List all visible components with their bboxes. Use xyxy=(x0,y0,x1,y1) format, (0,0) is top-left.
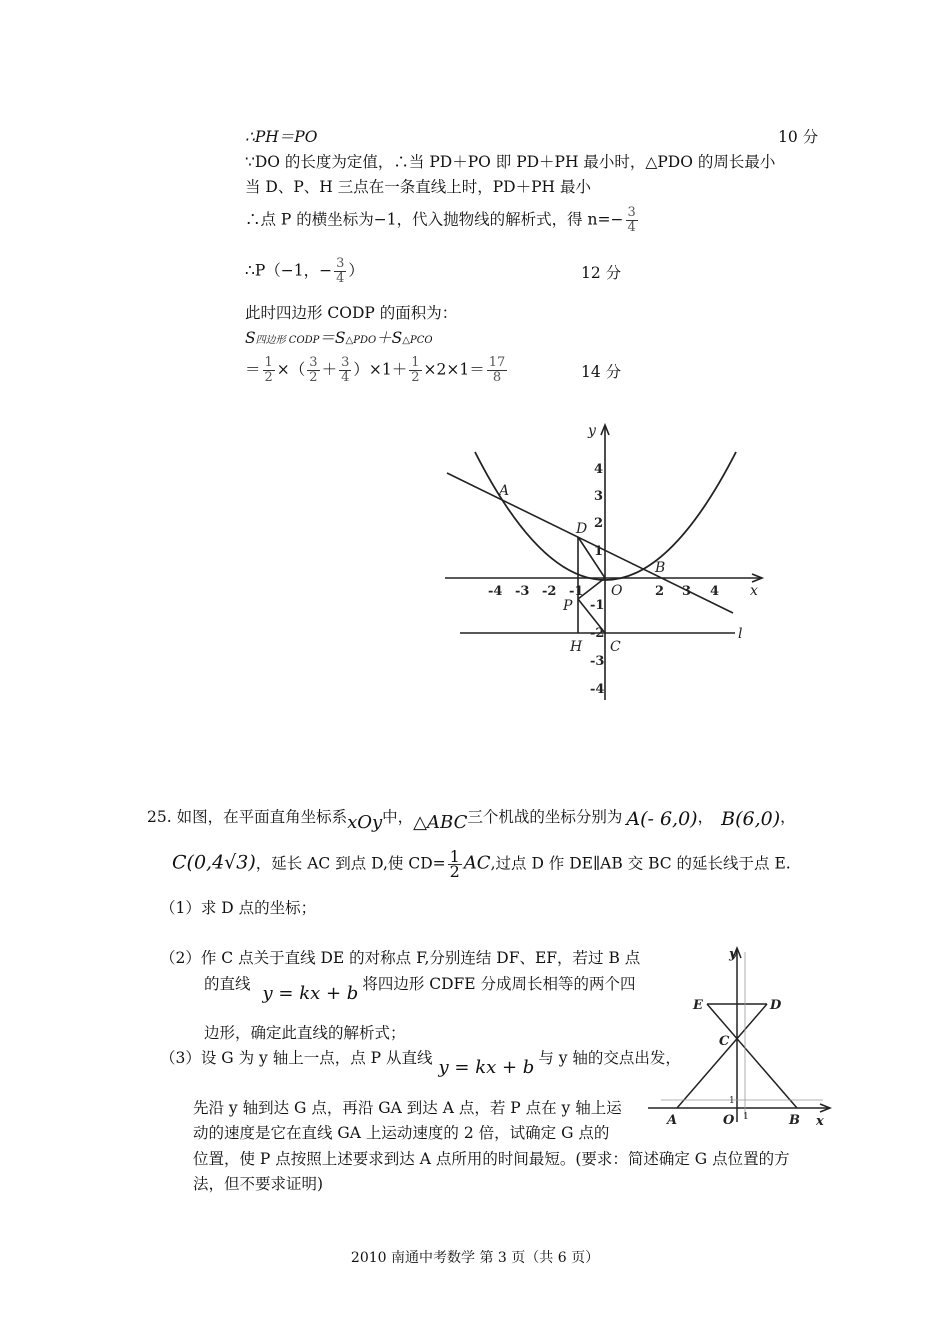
page-footer: 2010 南通中考数学 第 3 页（共 6 页） xyxy=(350,1250,600,1266)
tick-y-neg2: -2 xyxy=(590,626,605,641)
question-3-line-4: 位置，使 P 点按照上述要求到达 A 点所用的时间最短。(要求：简述确定 G 点位置的方 xyxy=(193,1150,790,1168)
text: 与 y 轴的交点出发， xyxy=(538,1049,681,1067)
text: 的直线 xyxy=(204,975,251,993)
text: 三个机战的坐标分别为 xyxy=(467,808,623,826)
fraction-denominator: 4 xyxy=(336,271,345,286)
tick-y-neg4: -4 xyxy=(590,682,605,697)
point-label-H: H xyxy=(570,639,583,655)
fraction-denominator: 2 xyxy=(309,370,318,385)
fraction-denominator: 4 xyxy=(627,220,636,235)
point-label-A: A xyxy=(499,483,510,499)
fraction xyxy=(263,356,275,385)
solution-line-2: ∵DO 的长度为定值，∴当 PD＋PO 即 PD＋PH 最小时，△PDO 的周长最小 xyxy=(245,153,776,171)
fraction-numerator: 3 xyxy=(341,355,350,370)
text: ）×1＋ xyxy=(353,360,408,379)
fraction xyxy=(448,847,462,881)
tick-y-1: 1 xyxy=(594,544,604,559)
text: 中， xyxy=(382,808,414,826)
text: ×2×1＝ xyxy=(423,360,485,379)
segment-AD xyxy=(677,1004,767,1108)
fraction-denominator: 2 xyxy=(411,370,420,385)
axis-label-x: x xyxy=(750,583,758,599)
fraction-numerator: 3 xyxy=(336,256,345,271)
question-2-line-3: 边形，确定此直线的解析式； xyxy=(204,1024,406,1042)
fraction xyxy=(334,257,346,286)
text: （3）设 G 为 y 轴上一点，点 P 从直线 xyxy=(160,1049,433,1067)
fraction-numerator: 3 xyxy=(309,355,318,370)
fraction-denominator: 8 xyxy=(492,370,502,385)
equals: ＝ xyxy=(245,360,261,379)
solution-line-1: ∴PH＝PO xyxy=(245,128,318,146)
solution-line-5-a: ∴P（−1，− xyxy=(245,261,333,280)
problem25-line-2 xyxy=(172,847,791,881)
fraction-denominator: 4 xyxy=(341,370,350,385)
math-xoy: xOy xyxy=(347,812,383,833)
axis-label-x: x xyxy=(816,1114,824,1129)
tick-x-4: 4 xyxy=(710,584,720,599)
question-3-line-5: 法，但不要求证明) xyxy=(193,1175,324,1193)
figure-parabola xyxy=(430,415,770,715)
tick-y-4: 4 xyxy=(594,462,604,477)
math-triangle: △ABC xyxy=(413,812,468,833)
point-label-B: B xyxy=(789,1113,800,1128)
fraction-numerator: 3 xyxy=(627,205,636,220)
solution-line-8 xyxy=(245,356,509,385)
fraction-numerator: 1 xyxy=(411,355,420,370)
math-line-eq: y = kx + b xyxy=(438,1057,535,1078)
tick-y-3: 3 xyxy=(594,489,604,504)
solution-line-5 xyxy=(245,257,364,286)
segment-BE xyxy=(707,1004,797,1108)
tick-x-neg2: -2 xyxy=(542,584,557,599)
fraction xyxy=(626,206,638,235)
math-point-A: A(- 6,0) xyxy=(626,808,698,830)
subscript: △PCO xyxy=(402,335,433,346)
question-3-line-1 xyxy=(160,1048,681,1078)
axis-label-y: y xyxy=(588,423,596,439)
line-label-l: l xyxy=(738,626,743,642)
tick-y-1: 1 xyxy=(729,1096,735,1106)
fraction xyxy=(307,356,319,385)
subscript: 四边形 CODP xyxy=(255,335,320,346)
fraction-numerator: 1 xyxy=(264,355,273,370)
equals-S: ＝S xyxy=(319,329,346,347)
point-label-E: E xyxy=(693,998,703,1013)
math-point-B: B(6,0) xyxy=(721,808,781,830)
solution-line-4 xyxy=(245,206,640,235)
tick-x-neg3: -3 xyxy=(515,584,530,599)
solution-line-5-b: ） xyxy=(348,261,364,280)
tick-y-neg1: -1 xyxy=(590,598,605,613)
text: 将四边形 CDFE 分成周长相等的两个四 xyxy=(362,975,636,993)
point-label-O: O xyxy=(723,1113,735,1128)
question-3-line-3: 动的速度是它在直线 GA 上运动速度的 2 倍，试确定 G 点的 xyxy=(193,1124,610,1142)
score-12: 12 分 xyxy=(581,264,622,282)
text: ×（ xyxy=(276,360,306,379)
fraction-denominator: 2 xyxy=(264,370,273,385)
text: ，延长 AC 到点 D,使 CD= xyxy=(255,854,446,873)
fraction-denominator: 2 xyxy=(449,862,460,881)
symbol-S: S xyxy=(245,329,256,347)
tick-x-2: 2 xyxy=(655,584,665,599)
fraction-numerator: 17 xyxy=(488,355,506,370)
point-label-C: C xyxy=(719,1034,730,1049)
score-14: 14 分 xyxy=(581,363,622,381)
point-label-D: D xyxy=(576,521,588,537)
solution-line-6: 此时四边形 CODP 的面积为： xyxy=(245,304,458,322)
text: 25. 如图，在平面直角坐标系 xyxy=(147,808,348,826)
plus-S: ＋S xyxy=(376,329,403,347)
fraction xyxy=(409,356,421,385)
fraction xyxy=(487,356,508,385)
solution-line-7 xyxy=(245,328,433,351)
tick-y-neg3: -3 xyxy=(590,654,605,669)
subscript: △PDO xyxy=(345,335,377,346)
fraction xyxy=(339,356,351,385)
math-point-C: C(0,4√3) xyxy=(172,851,256,874)
point-label-B: B xyxy=(655,560,666,576)
problem25-line-1: 25. 如图，在平面直角坐标系xOy中，△ABC三个机战的坐标分别为 A(- 6,0)， B(6,0)， xyxy=(147,808,796,833)
fraction-numerator: 1 xyxy=(449,847,460,866)
point-label-O: O xyxy=(611,583,623,599)
solution-line-4-text: ∴点 P 的横坐标为−1，代入抛物线的解析式，得 n=− xyxy=(245,210,624,229)
tick-x-1: 1 xyxy=(743,1112,749,1122)
tick-y-2: 2 xyxy=(594,516,604,531)
point-label-C: C xyxy=(610,639,621,655)
tick-x-neg4: -4 xyxy=(488,584,503,599)
figure-triangle xyxy=(640,938,840,1133)
question-2-line-1: （2）作 C 点关于直线 DE 的对称点 F,分别连结 DF、EF，若过 B 点 xyxy=(160,949,641,967)
point-label-P: P xyxy=(563,598,573,614)
axis-label-y: y xyxy=(729,947,737,962)
question-1: （1）求 D 点的坐标； xyxy=(160,899,317,917)
question-3-line-2: 先沿 y 轴到达 G 点，再沿 GA 到达 A 点，若 P 点在 y 轴上运 xyxy=(193,1099,622,1117)
solution-line-3: 当 D、P、H 三点在一条直线上时，PD＋PH 最小 xyxy=(245,178,591,196)
point-label-A: A xyxy=(667,1113,678,1128)
text: ,过点 D 作 DE∥AB 交 BC 的延长线于点 E. xyxy=(490,854,791,873)
math-AC: AC xyxy=(463,852,491,874)
tick-x-3: 3 xyxy=(682,584,692,599)
score-10: 10 分 xyxy=(778,128,819,146)
point-label-D: D xyxy=(770,998,782,1013)
tick-x-neg1: -1 xyxy=(569,584,584,599)
question-2-line-2 xyxy=(204,974,636,1004)
math-line-eq: y = kx + b xyxy=(262,983,359,1004)
text: ＋ xyxy=(321,360,338,379)
